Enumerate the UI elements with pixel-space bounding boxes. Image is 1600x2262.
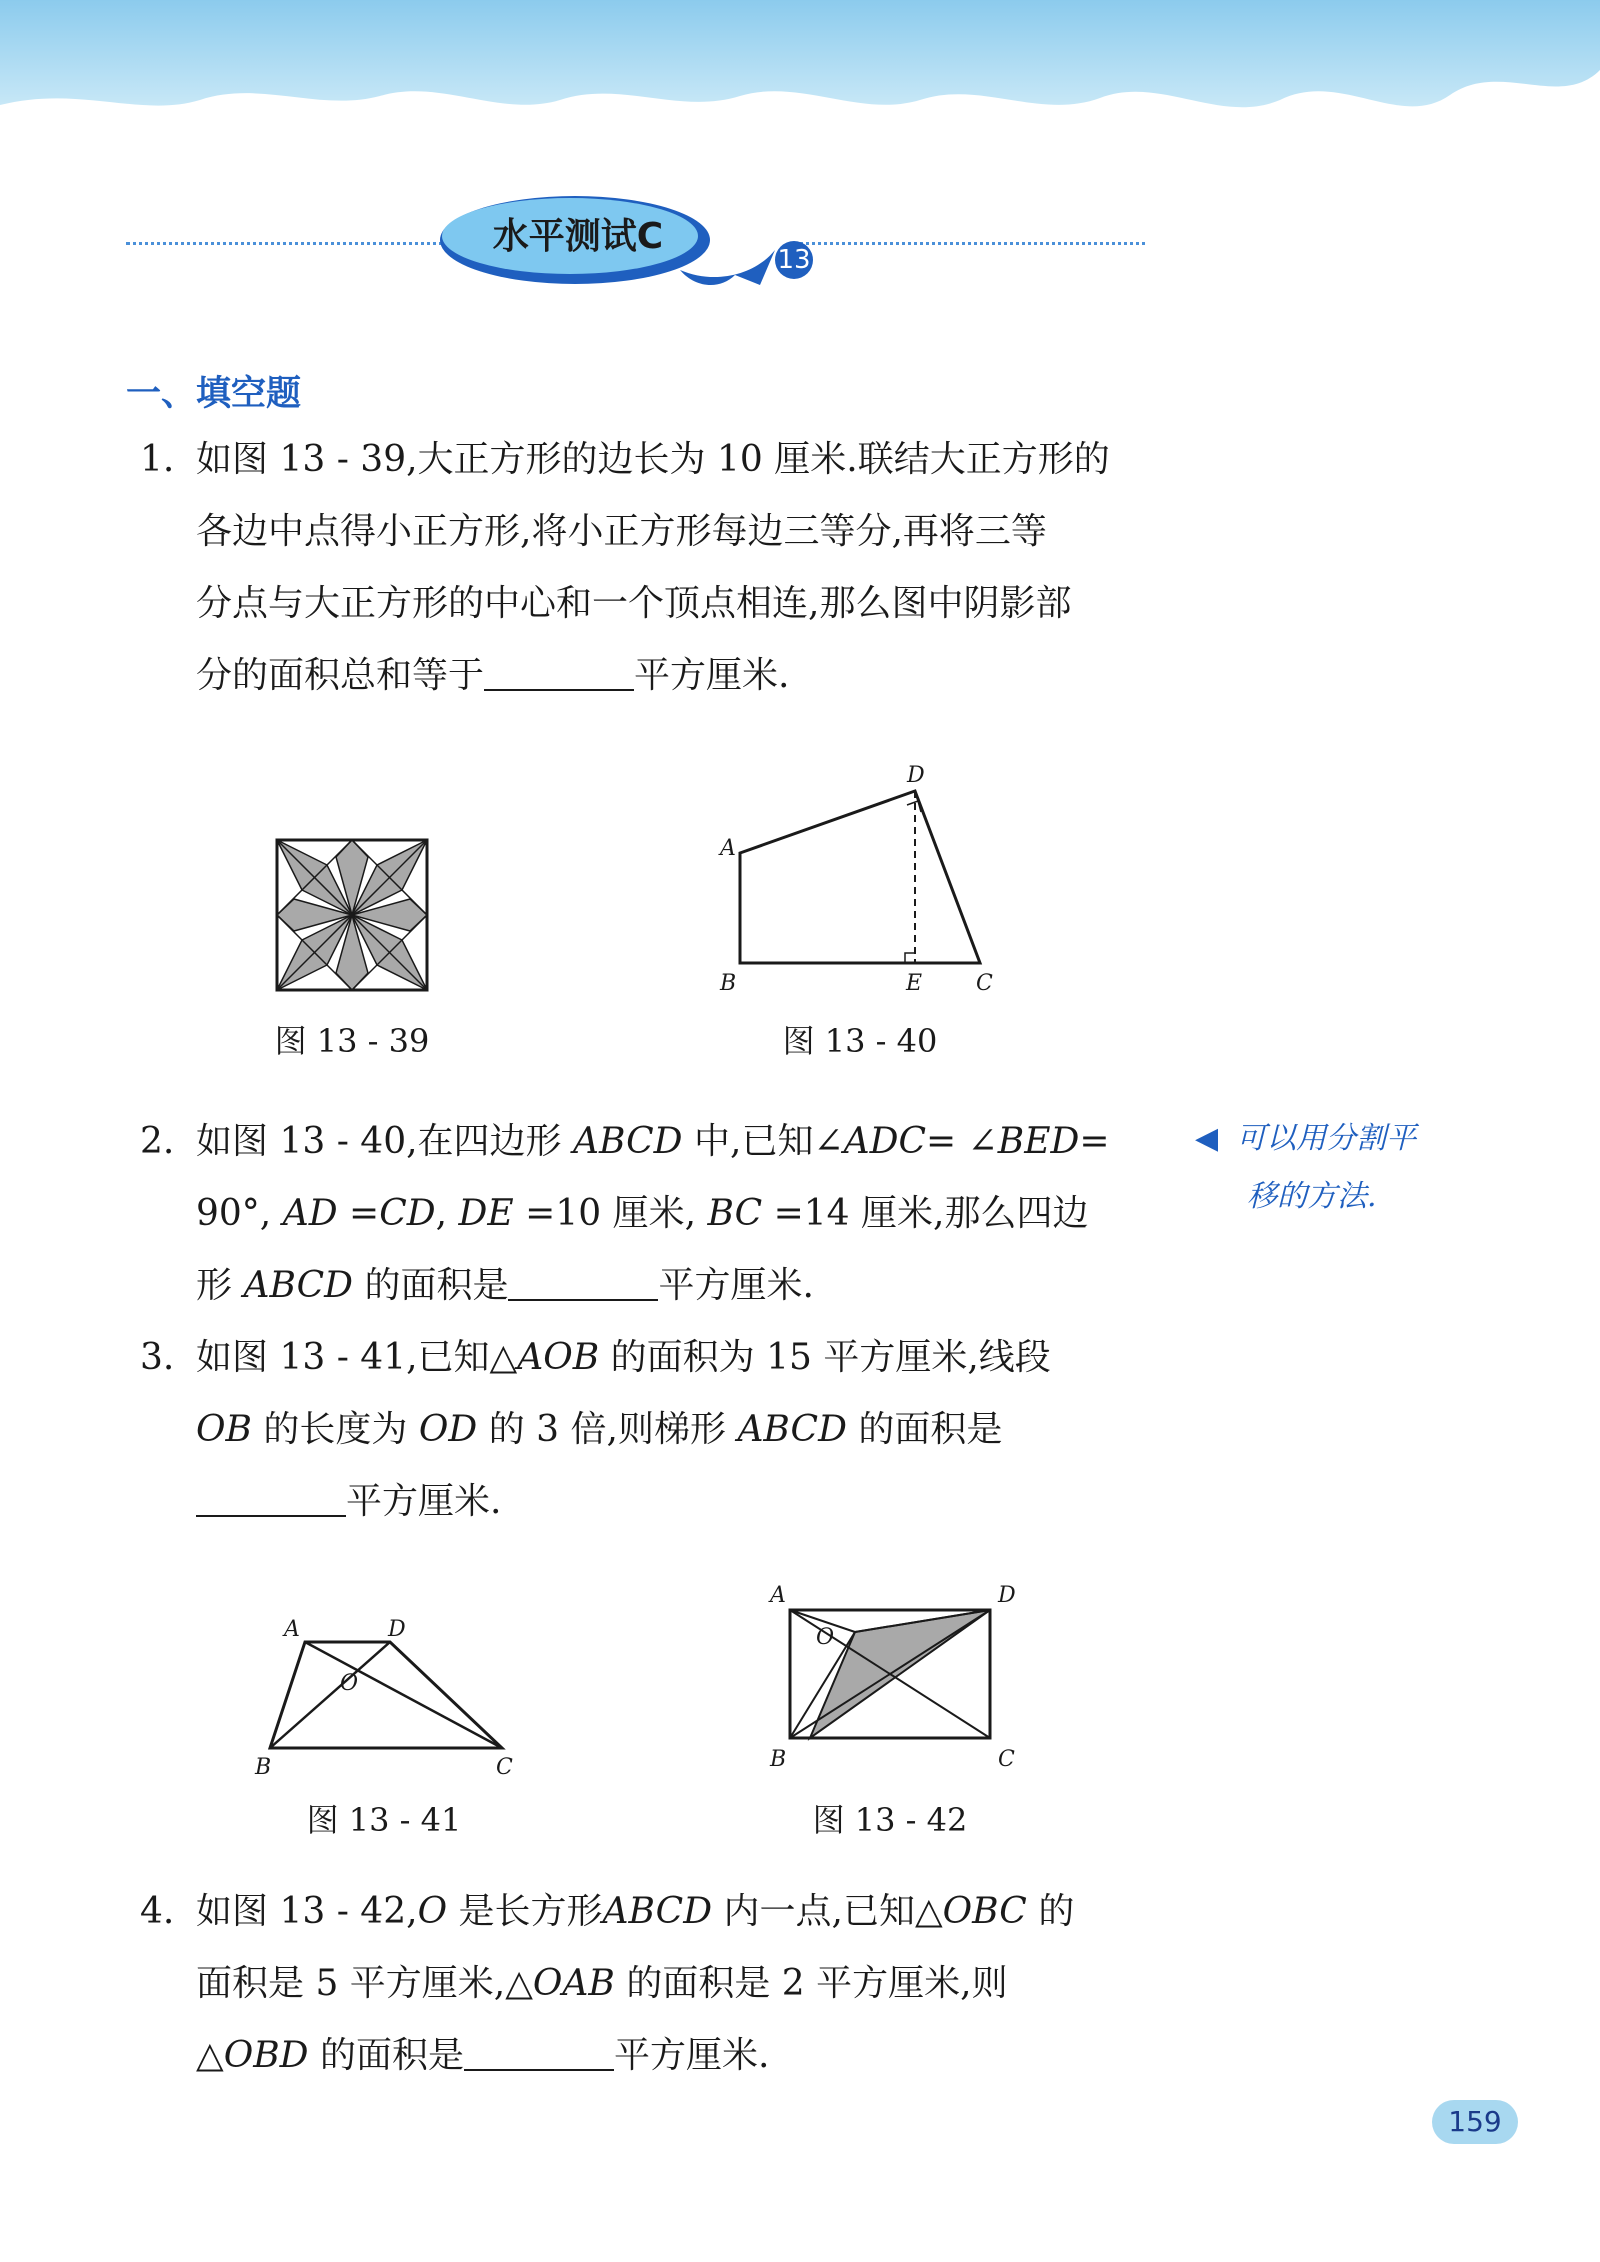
question-number: 1. — [140, 439, 175, 480]
cloud-banner — [0, 0, 1600, 140]
header-dotted-line-right — [800, 242, 1145, 245]
question-4 — [140, 1876, 1150, 2092]
side-note-marker-icon: ◀ — [1195, 1121, 1219, 1156]
question-line: 如图 13 - 42,O 是长方形ABCD 内一点,已知△OBC 的 — [196, 1891, 1075, 1932]
figure-13-40 — [710, 758, 1010, 998]
figure-caption: 图 13 - 42 — [812, 1801, 968, 1839]
vertex-label: A — [284, 1617, 300, 1642]
question-line: 各边中点得小正方形,将小正方形每边三等分,再将三等 — [196, 511, 1047, 552]
figure-caption: 图 13 - 40 — [782, 1022, 938, 1060]
question-line: 分点与大正方形的中心和一个顶点相连,那么图中阴影部 — [196, 583, 1072, 624]
answer-blank[interactable] — [196, 1471, 346, 1517]
question-number: 2. — [140, 1121, 175, 1162]
vertex-label: D — [998, 1583, 1016, 1608]
question-line: 90°, AD =CD, DE =10 厘米, BC =14 厘米,那么四边 — [196, 1193, 1089, 1234]
vertex-label: E — [906, 971, 923, 996]
side-note: ◀ 可以用分割平 移的方法. — [1195, 1121, 1417, 1214]
question-line: 如图 13 - 39,大正方形的边长为 10 厘米.联结大正方形的 — [196, 439, 1110, 480]
question-1 — [140, 424, 1150, 712]
vertex-label: O — [340, 1671, 359, 1696]
question-line: 分的面积总和等于 平方厘米. — [196, 640, 1150, 712]
question-line: 平方厘米. — [196, 1466, 1150, 1538]
vertex-label: A — [720, 836, 736, 861]
question-number: 4. — [140, 1891, 175, 1932]
answer-blank[interactable] — [508, 1255, 658, 1301]
vertex-label: D — [388, 1617, 406, 1642]
question-line: OB 的长度为 OD 的 3 倍,则梯形 ABCD 的面积是 — [196, 1409, 1003, 1450]
question-line: 如图 13 - 40,在四边形 ABCD 中,已知∠ADC= ∠BED= — [196, 1121, 1110, 1162]
badge-title: 水平测试C — [492, 216, 664, 257]
question-3 — [140, 1322, 1150, 1538]
section-title: 一、填空题 — [126, 374, 302, 414]
answer-blank[interactable] — [464, 2025, 614, 2071]
question-2 — [140, 1106, 1150, 1322]
question-line: 形 ABCD 的面积是 平方厘米. — [196, 1250, 1150, 1322]
vertex-label: A — [770, 1583, 786, 1608]
vertex-label: C — [976, 971, 993, 996]
test-header — [0, 190, 1600, 320]
page-number: 159 — [1432, 2100, 1518, 2144]
answer-blank[interactable] — [484, 645, 634, 691]
vertex-label: B — [720, 971, 737, 996]
figure-caption: 图 13 - 39 — [274, 1022, 430, 1060]
header-dotted-line-left — [126, 242, 456, 245]
figure-caption: 图 13 - 41 — [306, 1801, 462, 1839]
question-line: 面积是 5 平方厘米,△OAB 的面积是 2 平方厘米,则 — [196, 1963, 1008, 2004]
vertex-label: C — [496, 1755, 513, 1780]
figure-13-39 — [272, 835, 432, 995]
question-number: 3. — [140, 1337, 175, 1378]
chapter-number: 13 — [777, 245, 811, 275]
vertex-label: B — [770, 1747, 787, 1772]
figure-13-42 — [760, 1578, 1030, 1778]
vertex-label: D — [907, 763, 925, 788]
vertex-label: O — [816, 1625, 835, 1650]
vertex-label: C — [998, 1747, 1015, 1772]
question-line: 如图 13 - 41,已知△AOB 的面积为 15 平方厘米,线段 — [196, 1337, 1051, 1378]
figure-13-41 — [250, 1612, 530, 1782]
question-line: △OBD 的面积是 平方厘米. — [196, 2020, 1150, 2092]
vertex-label: B — [255, 1755, 272, 1780]
